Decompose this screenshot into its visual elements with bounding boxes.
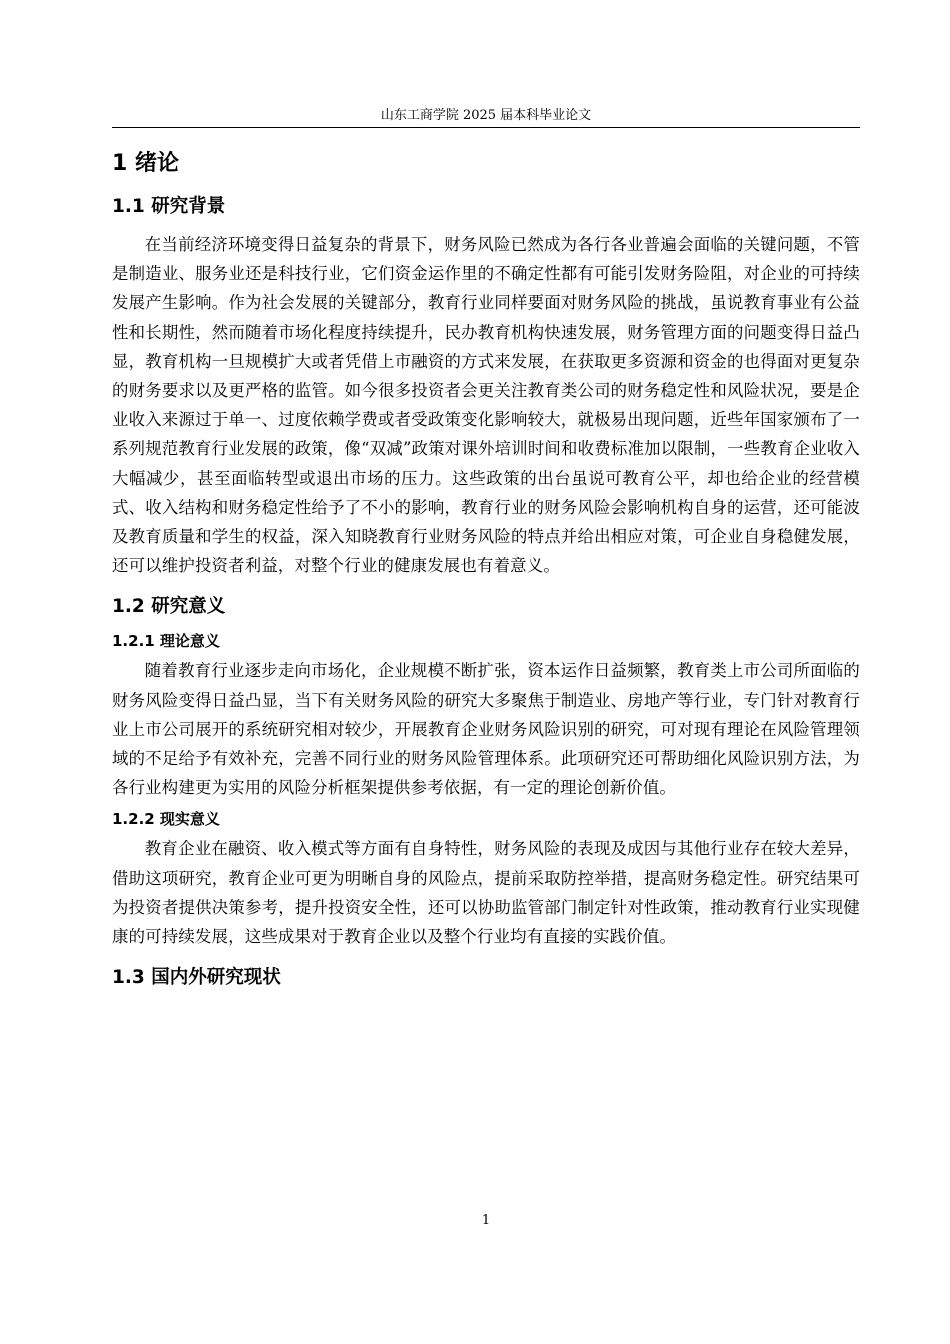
section-title-1-1: 1.1 研究背景: [112, 196, 226, 217]
section-1-1-paragraph: 在当前经济环境变得日益复杂的背景下，财务风险已然成为各行各业普遍会面临的关键问题，不管是制造业、服务业还是科技行业，它们资金运作里的不确定性都有可能引发财务险阻，对企业的可持续发展产生影响。作为社会发展的关键部分，教育行业同样要面对财务风险的挑战，虽说教育事业有公益性和长期性，然而随着市场化程度持续提升，民办教育机构快速发展，财务管理方面的问题变得日益凸显，教育机构一旦规模扩大或者凭借上市融资的方式来发展，在获取更多资源和资金的也得面对更复杂的财务要求以及更严格的监管。如今很多投资者会更关注教育类公司的财务稳定性和风险状况，要是企业收入来源过于单一、过度依赖学费或者受政策变化影响较大，就极易出现问题，近些年国家颁布了一系列规范教育行业发展的政策，像“双减”政策对课外培训时间和收费标准加以限制，一些教育企业收入大幅减少，甚至面临转型或退出市场的压力。这些政策的出台虽说可教育公平，却也给企业的经营模式、收入结构和财务稳定性给予了不小的影响，教育行业的财务风险会影响机构自身的运营，还可能波及教育质量和学生的权益，深入知晓教育行业财务风险的特点并给出相应对策，可企业自身稳健发展，还可以维护投资者利益，对整个行业的健康发展也有着意义。: [112, 235, 860, 576]
page-number: 1: [481, 1213, 491, 1228]
chapter-title: 1 绪论: [112, 151, 179, 176]
subsection-title-1-2-1: 1.2.1 理论意义: [112, 632, 220, 651]
section-title-1-2: 1.2 研究意义: [112, 596, 226, 618]
section-title-1-3: 1.3 国内外研究现状: [112, 967, 281, 989]
subsection-1-2-1-paragraph: 随着教育行业逐步走向市场化，企业规模不断扩张，资本运作日益频繁，教育类上市公司所面临的财务风险变得日益凸显，当下有关财务风险的研究大多聚焦于制造业、房地产等行业，专门针对教育行业上市公司展开的系统研究相对较少，开展教育企业财务风险识别的研究，可对现有理论在风险管理领域的不足给予有效补充，完善不同行业的财务风险管理体系。此项研究还可帮助细化风险识别方法，为各行业构建更为实用的风险分析框架提供参考依据，有一定的理论创新价值。: [112, 661, 860, 798]
subsection-title-1-2-2: 1.2.2 现实意义: [112, 810, 220, 829]
subsection-1-2-2-paragraph: 教育企业在融资、收入模式等方面有自身特性，财务风险的表现及成因与其他行业存在较大差异，借助这项研究，教育企业可更为明晰自身的风险点，提前采取防控举措，提高财务稳定性。研究结果可为投资者提供决策参考，提升投资安全性，还可以协助监管部门制定针对性政策，推动教育行业实现健康的可持续发展，这些成果对于教育企业以及整个行业均有直接的实践价值。: [112, 839, 860, 947]
page-content: [112, 148, 860, 1001]
running-header: 山东工商学院 2025 届本科毕业论文: [380, 108, 592, 123]
header-rule: [112, 127, 860, 128]
